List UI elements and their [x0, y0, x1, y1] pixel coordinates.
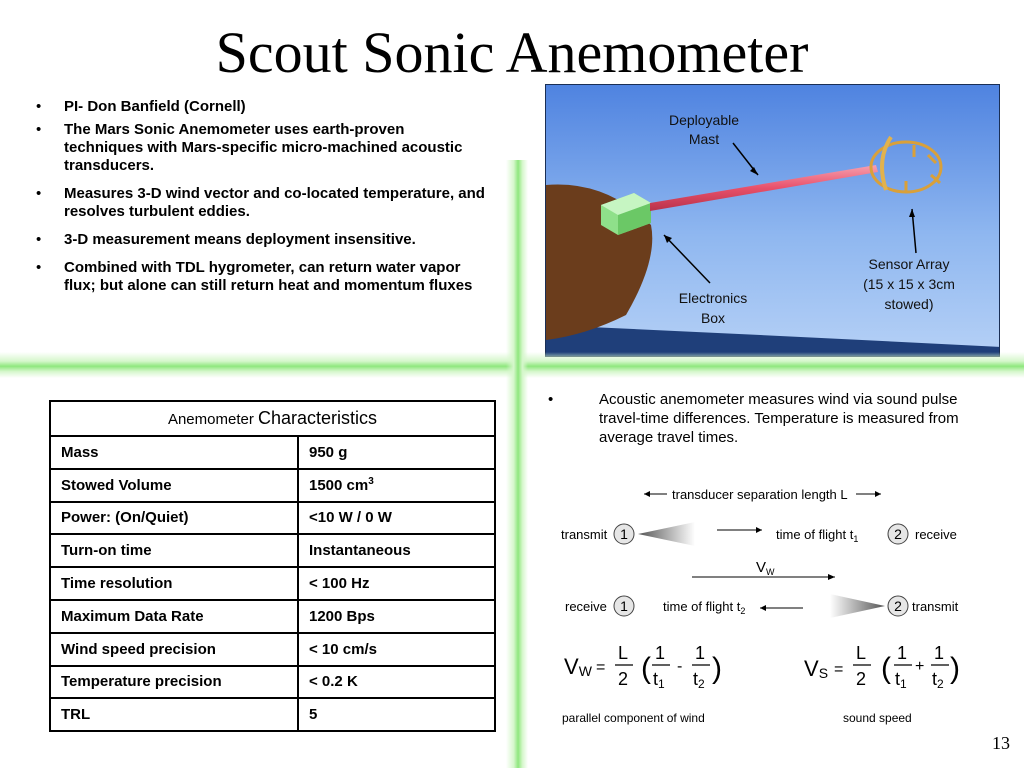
eq2-num-1: 1 — [897, 643, 908, 663]
bullet-item: • PI- Don Banfield (Cornell) — [36, 98, 486, 116]
eq2-den-t2 — [932, 669, 944, 691]
table-cell-name: TRL — [50, 698, 298, 731]
anemometer-illustration — [546, 85, 1000, 357]
eq2-t: t — [895, 669, 901, 689]
eq2-L: L — [856, 643, 867, 663]
page-number: 13 — [992, 733, 1010, 753]
table-cell-value: < 100 Hz — [298, 567, 495, 600]
table-row — [50, 502, 495, 535]
transmit-label: transmit — [561, 527, 608, 542]
eq2-num-2: 1 — [934, 643, 945, 663]
table-cell-value: 950 g — [298, 436, 495, 469]
node-2-label: 2 — [894, 526, 902, 542]
sensor-label-line: Sensor Array — [868, 256, 950, 272]
characteristics-table — [49, 400, 496, 732]
table-cell-value: < 0.2 K — [298, 666, 495, 699]
bullet-item: • Measures 3-D wind vector and co-located temperature, and resolves turbulent eddies. — [36, 185, 486, 221]
eq2-v: V — [804, 656, 819, 681]
travel-time-diagram — [540, 478, 980, 738]
mast-label-line: Deployable — [668, 112, 740, 128]
eq1-t-sub: 1 — [658, 677, 665, 691]
caption-wind: parallel component of wind — [562, 711, 705, 725]
eq2-equals: = — [834, 661, 844, 678]
eq2-sub: S — [818, 665, 829, 681]
vertical-divider — [506, 160, 528, 768]
tof-subscript: 2 — [740, 606, 746, 616]
table-row — [50, 534, 495, 567]
eq1-t: t — [653, 669, 659, 689]
tof-label-1 — [776, 527, 858, 544]
tof-text: time of flight t — [776, 527, 854, 542]
vw-label — [756, 559, 775, 577]
eq1-num-2: 1 — [695, 643, 706, 663]
table-cell-value: Instantaneous — [298, 534, 495, 567]
eq1-lhs — [564, 654, 593, 679]
table-cell-name: Wind speed precision — [50, 633, 298, 666]
box-label-line: Box — [700, 310, 726, 326]
tof-subscript: 1 — [853, 534, 859, 544]
node-2-label: 2 — [894, 598, 902, 614]
eq2-den-t1 — [895, 669, 907, 691]
table-header-big: Characteristics — [258, 408, 378, 428]
value-superscript: 3 — [368, 476, 374, 488]
eq1-den-t2 — [693, 669, 705, 691]
eq1-v: V — [564, 654, 579, 679]
tof-text: time of flight t — [663, 599, 741, 614]
caption-sound: sound speed — [843, 711, 912, 725]
table-row — [50, 698, 495, 731]
table-cell-name: Temperature precision — [50, 666, 298, 699]
mast-label-line: Mast — [688, 131, 720, 147]
table-cell-name: Turn-on time — [50, 534, 298, 567]
table-cell-name: Time resolution — [50, 567, 298, 600]
table-cell-value — [298, 469, 495, 502]
anemometer-render — [545, 84, 1000, 357]
receive-label: receive — [565, 599, 607, 614]
travel-time-svg — [540, 478, 980, 738]
eq1-2: 2 — [618, 669, 629, 689]
eq1-t: t — [693, 669, 699, 689]
bullet-item: • The Mars Sonic Anemometer uses earth-proven techniques with Mars-specific micro-machined acoustic transducers. — [36, 121, 486, 175]
bullet-dot: • — [548, 391, 554, 408]
eq1-L: L — [618, 643, 629, 663]
eq2-t: t — [932, 669, 938, 689]
separation-label: transducer separation length L — [672, 487, 848, 502]
sensor-label-line: (15 x 15 x 3cm — [863, 276, 955, 292]
bullet-item: • Combined with TDL hygrometer, can return water vapor flux; but alone can still return heat and momentum fluxes — [36, 259, 486, 295]
table-cell-name: Maximum Data Rate — [50, 600, 298, 633]
table-cell-name: Mass — [50, 436, 298, 469]
table-row — [50, 469, 495, 502]
right-bullet-text: Acoustic anemometer measures wind via sound pulse travel-time differences. Temperature is measured from average travel times. — [599, 391, 959, 446]
table-header — [50, 401, 495, 436]
box-label-line: Electronics — [678, 290, 748, 306]
eq1-rparen: ) — [712, 652, 722, 685]
table-row — [50, 436, 495, 469]
eq2-lhs — [804, 656, 828, 681]
eq1-minus: - — [677, 658, 683, 675]
table-cell-value: 1200 Bps — [298, 600, 495, 633]
eq2-2: 2 — [856, 669, 867, 689]
table-cell-name: Stowed Volume — [50, 469, 298, 502]
eq2-rparen: ) — [950, 652, 960, 685]
table-row — [50, 666, 495, 699]
table-cell-value: < 10 cm/s — [298, 633, 495, 666]
eq1-lparen: ( — [641, 652, 651, 685]
receive-label: receive — [915, 527, 957, 542]
slide-title: Scout Sonic Anemometer — [215, 20, 809, 85]
eq1-den-t1 — [653, 669, 665, 691]
bullet-list — [36, 98, 486, 305]
eq1-sub: W — [578, 663, 592, 679]
eq2-t-sub: 1 — [900, 677, 907, 691]
eq2-lparen: ( — [881, 652, 891, 685]
vw-subscript: W — [766, 567, 775, 577]
table-cell-name: Power: (On/Quiet) — [50, 502, 298, 535]
eq1-equals: = — [596, 659, 606, 676]
table-row — [50, 600, 495, 633]
node-1-label: 1 — [620, 598, 628, 614]
table-header-row — [50, 401, 495, 436]
sensor-label-line: stowed) — [884, 296, 934, 312]
table-header-small: Anemometer — [167, 411, 258, 428]
table-cell-value: <10 W / 0 W — [298, 502, 495, 535]
table-row — [50, 633, 495, 666]
table-row — [50, 567, 495, 600]
eq1-t-sub: 2 — [698, 677, 705, 691]
value-text: 1500 cm — [309, 477, 369, 495]
eq1-num-1: 1 — [655, 643, 666, 663]
node-1-label: 1 — [620, 526, 628, 542]
eq2-t-sub: 2 — [937, 677, 944, 691]
eq2-plus: + — [915, 658, 925, 675]
bullet-item: • 3-D measurement means deployment insensitive. — [36, 231, 486, 249]
transmit-label: transmit — [912, 599, 959, 614]
table-cell-value: 5 — [298, 698, 495, 731]
vw-text: V — [756, 559, 767, 576]
tof-label-2 — [663, 599, 745, 616]
